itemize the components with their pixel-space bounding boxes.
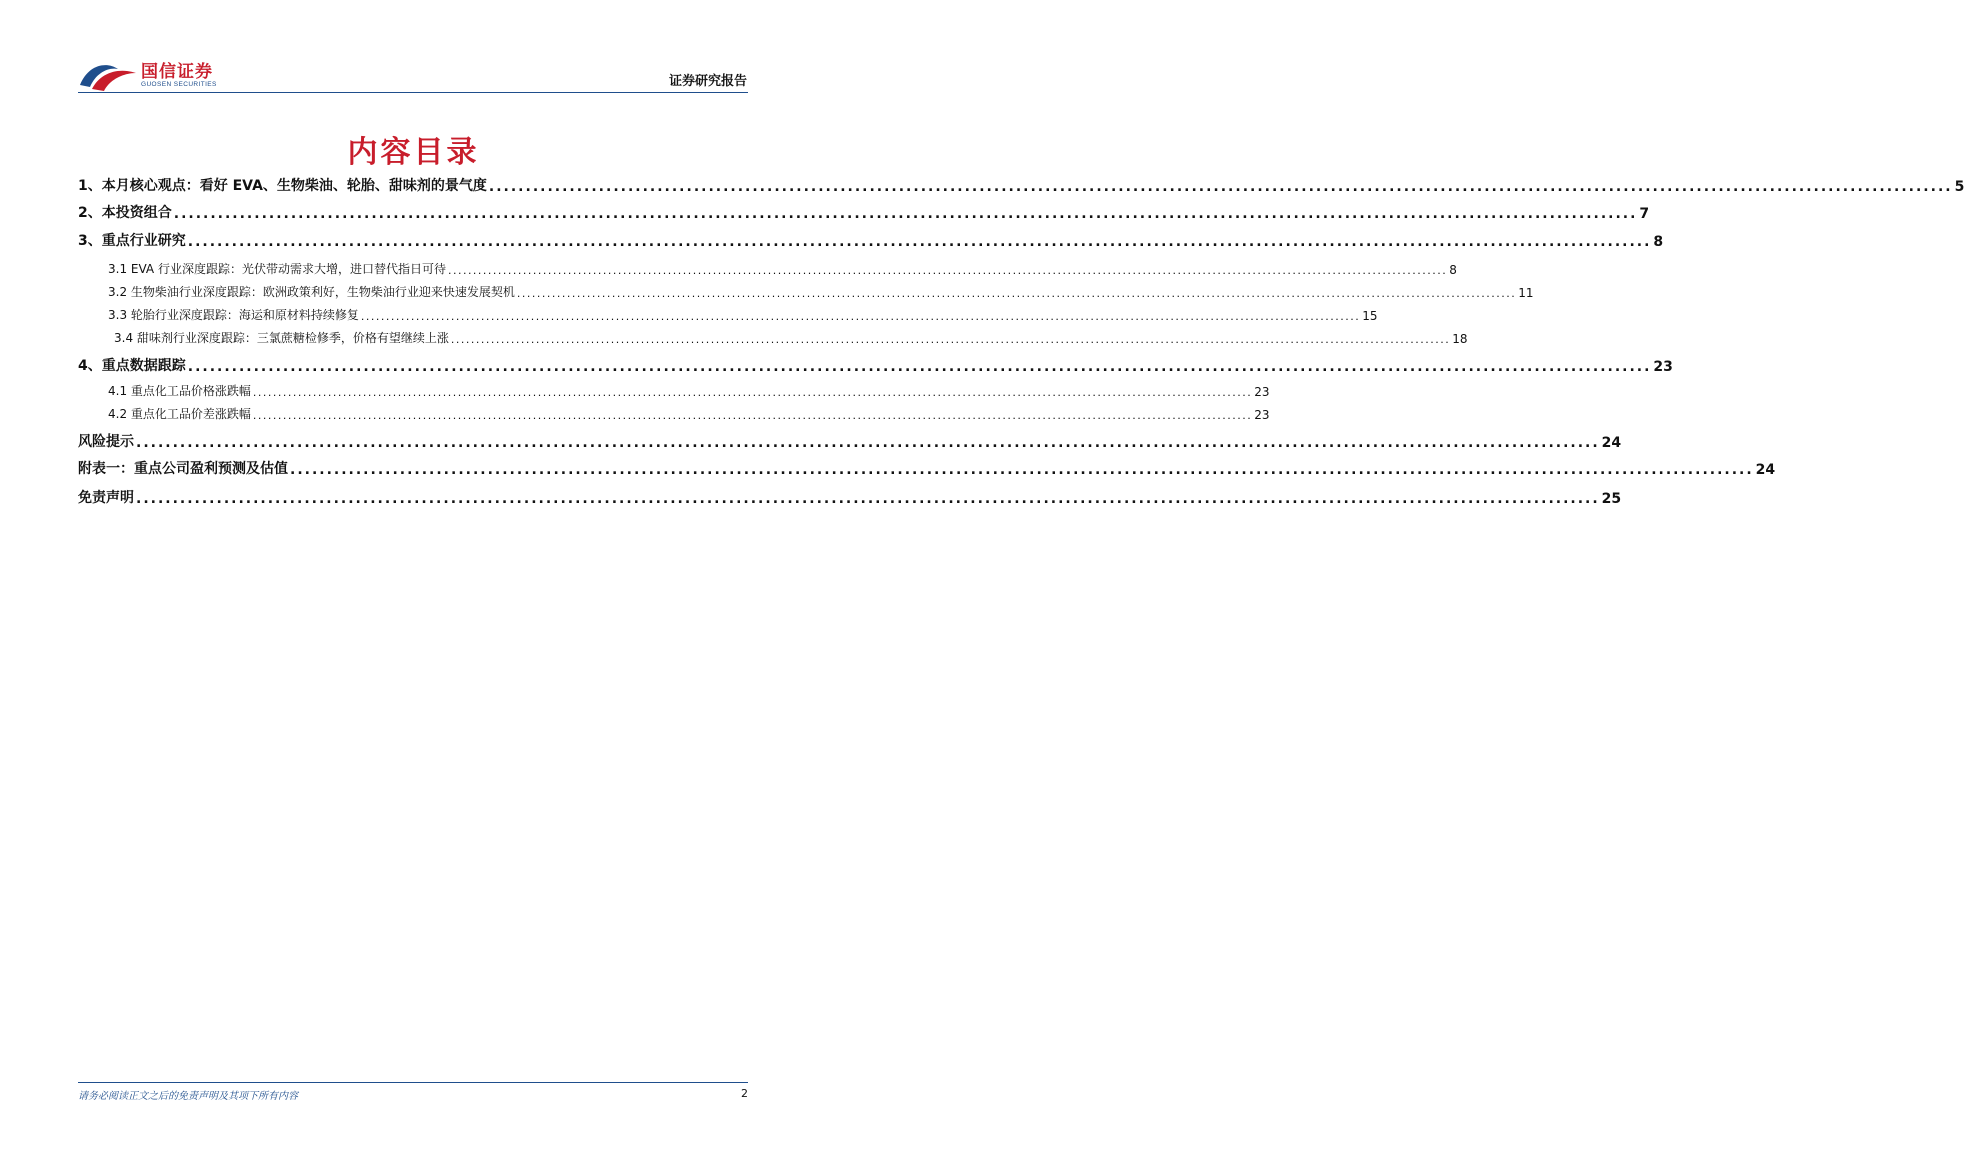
toc-entry-page: 8 <box>1449 263 1457 277</box>
toc-entry-page: 18 <box>1452 332 1468 346</box>
toc-entry[interactable] <box>78 175 1964 195</box>
toc-entry[interactable] <box>78 458 1776 478</box>
toc-entry-title: 4.2 重点化工品价差涨跌幅 <box>108 407 251 421</box>
toc-entry-title: 附表一：重点公司盈利预测及估值 <box>78 461 288 477</box>
toc-entry[interactable] <box>108 405 1270 422</box>
footer-divider <box>78 1082 748 1083</box>
page-number: 2 <box>741 1087 748 1100</box>
toc-entry[interactable] <box>78 355 1673 375</box>
toc-leader-dots: ........................................................................................................................................................................................................ <box>447 264 1448 277</box>
toc-entry-page: 11 <box>1518 286 1534 300</box>
toc-entry[interactable] <box>78 230 1664 250</box>
logo-chinese-name: 国信证券 <box>141 62 213 82</box>
header-divider <box>78 92 748 93</box>
toc-leader-dots: ........................................................................................................................................................................................................ <box>252 386 1253 399</box>
toc-entry-title: 3.2 生物柴油行业深度跟踪：欧洲政策利好，生物柴油行业迎来快速发展契机 <box>108 285 515 299</box>
toc-leader-dots: ........................................................................................................................................................................................................ <box>290 462 1754 478</box>
toc-entry-page: 7 <box>1639 206 1650 222</box>
guosen-logo <box>78 55 258 95</box>
report-type-label: 证券研究报告 <box>668 74 747 89</box>
logo-english-name: GUOSEN SECURITIES <box>141 81 217 88</box>
toc-leader-dots: ........................................................................................................................................................................................................ <box>136 491 1600 507</box>
footer-disclaimer: 请务必阅读正文之后的免责声明及其项下所有内容 <box>78 1091 298 1102</box>
toc-leader-dots: ........................................................................................................................................................................................................ <box>516 287 1517 300</box>
toc-leader-dots: ........................................................................................................................................................................................................ <box>173 206 1638 222</box>
toc-entry[interactable] <box>78 487 1622 507</box>
toc-title: 内容目录 <box>347 135 480 170</box>
toc-entry-page: 5 <box>1954 179 1964 195</box>
toc-entry-title: 3.1 EVA 行业深度跟踪：光伏带动需求大增，进口替代指日可待 <box>108 262 446 276</box>
page-header <box>0 0 827 100</box>
toc-entry[interactable] <box>108 306 1378 323</box>
toc-entry-title: 3.3 轮胎行业深度跟踪：海运和原材料持续修复 <box>108 308 359 322</box>
toc-entry-page: 23 <box>1653 359 1673 375</box>
toc-entry-title: 2、本投资组合 <box>78 205 172 221</box>
toc-leader-dots: ........................................................................................................................................................................................................ <box>187 234 1652 250</box>
toc-entry[interactable] <box>114 329 1468 346</box>
toc-leader-dots: ........................................................................................................................................................................................................ <box>488 179 1953 195</box>
toc-entry[interactable] <box>108 260 1457 277</box>
toc-entry-page: 23 <box>1254 408 1270 422</box>
toc-entry[interactable] <box>108 283 1534 300</box>
toc-entry[interactable] <box>108 382 1270 399</box>
toc-entry-title: 4、重点数据跟踪 <box>78 358 186 374</box>
toc-entry-title: 3、重点行业研究 <box>78 233 186 249</box>
toc-entry[interactable] <box>78 202 1650 222</box>
toc-entry-page: 23 <box>1254 385 1270 399</box>
toc-entry-page: 8 <box>1653 234 1664 250</box>
toc-entry-title: 3.4 甜味剂行业深度跟踪：三氯蔗糖检修季，价格有望继续上涨 <box>114 331 449 345</box>
toc-leader-dots: ........................................................................................................................................................................................................ <box>187 359 1652 375</box>
toc-leader-dots: ........................................................................................................................................................................................................ <box>252 409 1253 422</box>
guosen-logo-mark-icon <box>78 55 138 95</box>
toc-entry-page: 25 <box>1601 491 1622 507</box>
toc-entry-page: 24 <box>1601 435 1622 451</box>
toc-leader-dots: ........................................................................................................................................................................................................ <box>450 333 1451 346</box>
toc-entry-page: 15 <box>1362 309 1378 323</box>
toc-entry-title: 4.1 重点化工品价格涨跌幅 <box>108 384 251 398</box>
toc-entry[interactable] <box>78 431 1622 451</box>
toc-entry-title: 免责声明 <box>78 490 134 506</box>
toc-entry-title: 风险提示 <box>78 434 134 450</box>
toc-leader-dots: ........................................................................................................................................................................................................ <box>136 435 1600 451</box>
toc-leader-dots: ........................................................................................................................................................................................................ <box>360 310 1361 323</box>
toc-entry-page: 24 <box>1755 462 1776 478</box>
toc-entry-title: 1、本月核心观点：看好 EVA、生物柴油、轮胎、甜味剂的景气度 <box>78 178 487 194</box>
